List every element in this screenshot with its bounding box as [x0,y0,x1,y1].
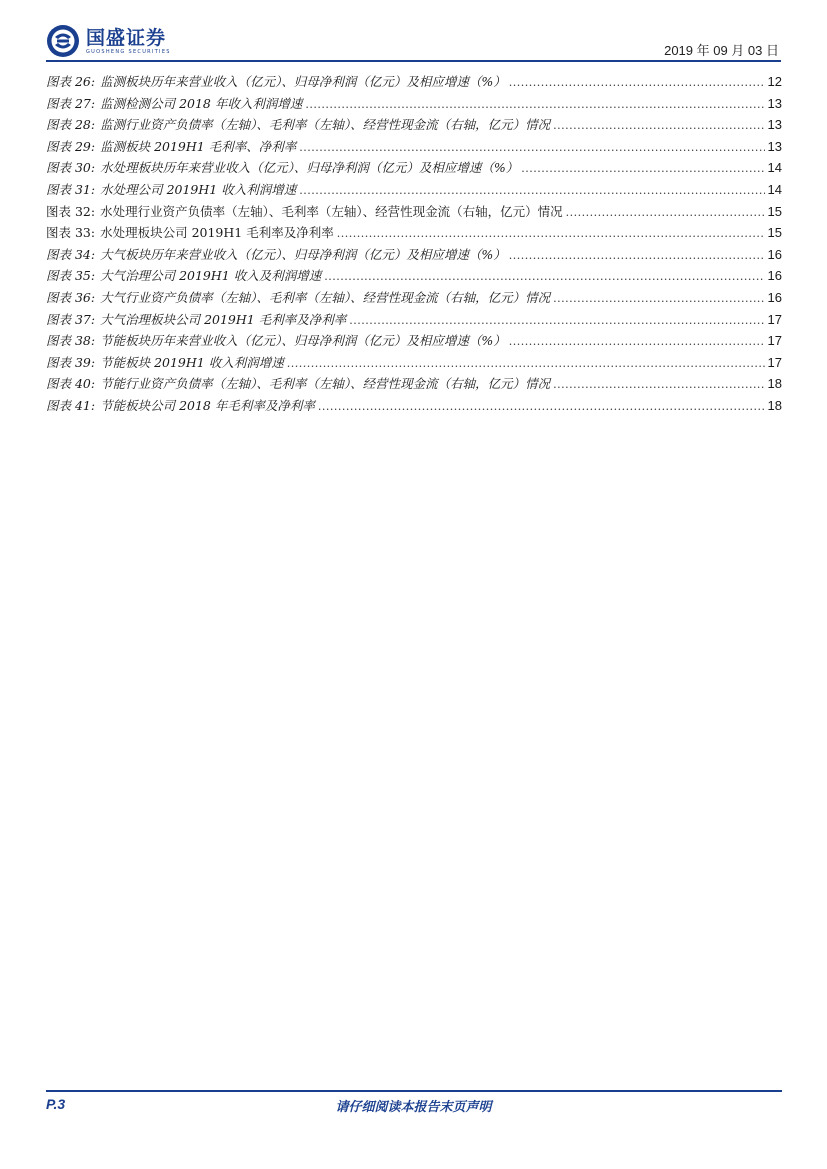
toc-entry[interactable] [46,395,782,417]
toc-entry-title: 监测板块历年来营业收入（亿元）、归母净利润（亿元）及相应增速（%） [100,74,506,89]
toc-leader-dots [305,94,764,116]
toc-entry-page: 13 [767,138,782,154]
toc-entry-label: 图表 36: [46,289,96,305]
toc-entry-label: 图表 26: [46,74,96,89]
toc-entry-label: 图表 38: [46,333,96,349]
toc-entry-title: 大气行业资产负债率（左轴）、毛利率（左轴）、经营性现金流（右轴，亿元）情况 [100,289,551,305]
toc-entry[interactable] [46,330,782,352]
toc-leader-dots [521,158,764,180]
toc-entry[interactable] [46,265,782,287]
toc-leader-dots [299,180,764,202]
toc-entry[interactable] [46,93,782,115]
toc-entry-page: 13 [767,117,782,133]
toc-entry[interactable] [46,352,782,374]
toc-entry-title: 水处理公司 2019H1 收入利润增速 [100,181,297,197]
toc-entry-label: 图表 37: [46,311,96,327]
report-date: 2019 年 09 月 03 日 [664,43,779,58]
toc-entry-title: 监测检测公司 2018 年收入利润增速 [100,95,303,111]
toc-entry[interactable] [46,157,782,179]
toc-entry-page: 18 [767,397,782,413]
toc-entry-page: 17 [767,311,782,327]
toc-entry-label: 图表 32: [46,203,96,219]
page-number: P.3 [46,1096,66,1112]
figure-index-list [46,71,782,417]
toc-entry-label: 图表 31: [46,181,96,197]
toc-entry-page: 15 [767,225,782,241]
toc-leader-dots [509,72,765,94]
toc-entry-page: 14 [767,160,782,176]
toc-entry-title: 监测行业资产负债率（左轴）、毛利率（左轴）、经营性现金流（右轴，亿元）情况 [100,117,551,133]
toc-leader-dots [553,288,764,310]
toc-entry[interactable] [46,179,782,201]
toc-entry-title: 节能板块公司 2018 年毛利率及净利率 [100,397,315,413]
toc-entry[interactable] [46,71,782,93]
toc-leader-dots [553,115,764,137]
toc-entry-page: 12 [767,74,782,89]
toc-entry[interactable] [46,201,782,223]
toc-entry-label: 图表 28: [46,117,96,133]
toc-entry-title: 大气治理公司 2019H1 收入及利润增速 [100,268,322,284]
toc-entry-title: 监测板块 2019H1 毛利率、净利率 [100,138,297,154]
toc-entry-page: 17 [767,354,782,370]
toc-entry-page: 16 [767,289,782,305]
toc-entry-label: 图表 34: [46,246,96,262]
toc-entry[interactable] [46,287,782,309]
toc-entry[interactable] [46,309,782,331]
toc-entry-title: 大气治理板块公司 2019H1 毛利率及净利率 [100,311,347,327]
logo-english-name: GUOSHENG SECURITIES [86,48,171,55]
page-header [46,22,781,62]
toc-entry-label: 图表 39: [46,354,96,370]
guosheng-logo-icon [46,24,80,58]
toc-entry[interactable] [46,114,782,136]
company-logo [46,24,171,58]
toc-entry-label: 图表 33: [46,225,96,241]
toc-entry-label: 图表 30: [46,160,96,176]
toc-leader-dots [287,353,765,375]
logo-chinese-name: 国盛证券 [86,26,167,49]
toc-entry[interactable] [46,244,782,266]
toc-entry[interactable] [46,136,782,158]
toc-entry-page: 13 [767,95,782,111]
toc-entry-title: 节能板块 2019H1 收入利润增速 [100,354,284,370]
toc-entry-title: 水处理板块历年来营业收入（亿元）、归母净利润（亿元）及相应增速（%） [100,160,519,176]
toc-leader-dots [509,245,765,267]
toc-entry-title: 水处理行业资产负债率（左轴）、毛利率（左轴）、经营性现金流（右轴，亿元）情况 [100,203,563,219]
header-divider [46,60,781,62]
toc-leader-dots [299,137,764,159]
toc-entry-label: 图表 27: [46,95,96,111]
toc-leader-dots [324,266,764,288]
toc-entry-page: 17 [767,333,782,349]
toc-leader-dots [337,223,765,245]
toc-entry-title: 大气板块历年来营业收入（亿元）、归母净利润（亿元）及相应增速（%） [100,246,506,262]
toc-entry[interactable] [46,222,782,244]
toc-entry-page: 16 [767,268,782,284]
toc-entry-page: 15 [767,203,782,219]
toc-leader-dots [349,310,764,332]
toc-entry-page: 14 [767,181,782,197]
toc-entry-title: 节能板块历年来营业收入（亿元）、归母净利润（亿元）及相应增速（%） [100,333,506,349]
toc-entry-label: 图表 40: [46,376,96,392]
disclaimer-note: 请仔细阅读本报告末页声明 [335,1100,492,1115]
toc-leader-dots [318,396,765,418]
toc-leader-dots [509,331,765,353]
toc-entry-title: 水处理板块公司 2019H1 毛利率及净利率 [100,225,334,241]
toc-entry-page: 16 [767,246,782,262]
toc-leader-dots [553,374,764,396]
toc-entry-title: 节能行业资产负债率（左轴）、毛利率（左轴）、经营性现金流（右轴，亿元）情况 [100,376,551,392]
toc-entry[interactable] [46,373,782,395]
toc-entry-label: 图表 35: [46,268,96,284]
toc-entry-label: 图表 29: [46,138,96,154]
footer-divider [46,1090,782,1092]
toc-entry-page: 18 [767,376,782,392]
toc-entry-label: 图表 41: [46,397,96,413]
toc-leader-dots [566,202,765,224]
